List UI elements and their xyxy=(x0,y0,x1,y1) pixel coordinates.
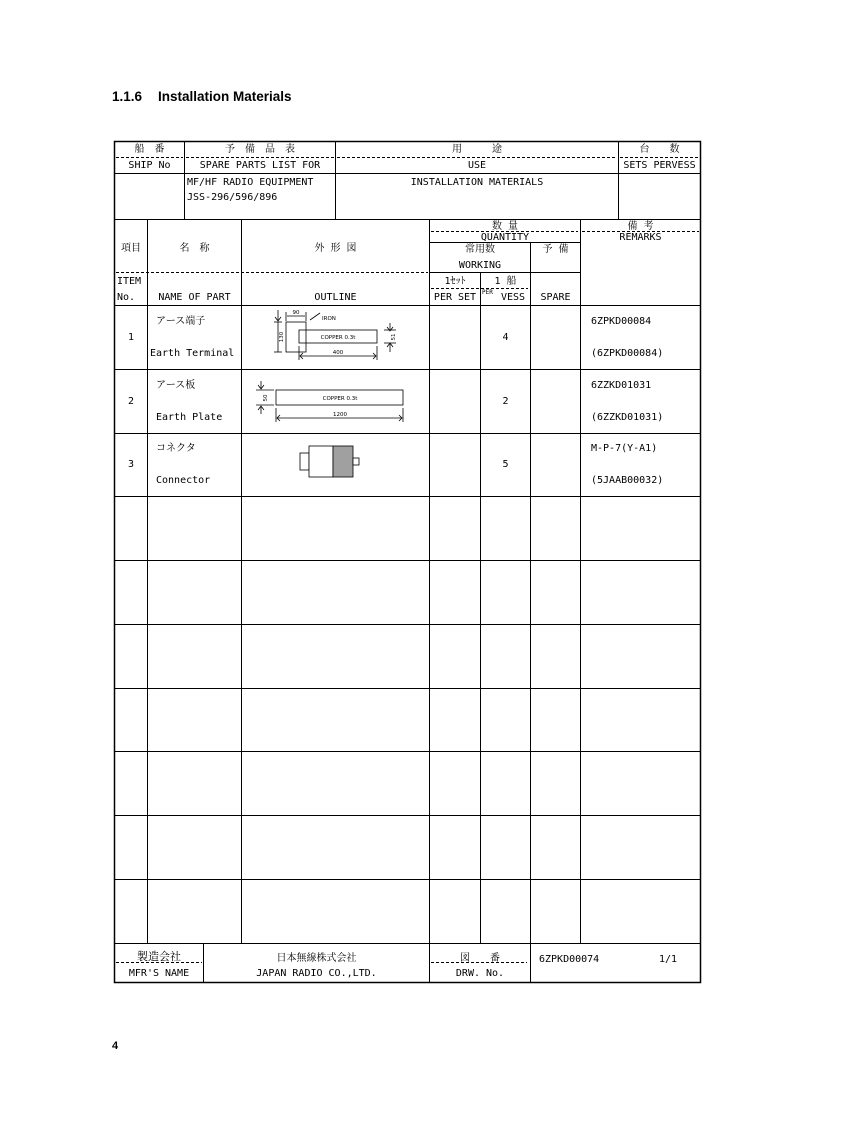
section-title: Installation Materials xyxy=(158,89,292,104)
drw-en: DRW. No. xyxy=(455,968,505,979)
drw-jp: 図 番 xyxy=(460,953,500,964)
col-per-vess-small: PER xyxy=(482,289,493,296)
col-name-jp: 名 称 xyxy=(179,243,210,254)
earth-plate-outline xyxy=(252,376,417,426)
drw-value: 6ZPKD00074 xyxy=(539,954,600,965)
col-per-vess-en: VESS xyxy=(501,292,526,303)
list-title-en: SPARE PARTS LIST FOR xyxy=(199,160,321,171)
col-outline-en: OUTLINE xyxy=(314,292,357,303)
item-1-dim-130: 130 xyxy=(279,331,285,343)
item-1-plate-label: COPPER 0.3t xyxy=(320,335,356,341)
col-spare-jp: 予 備 xyxy=(542,244,569,255)
item-2-name-jp: アース板 xyxy=(156,380,196,391)
col-outline-jp: 外 形 図 xyxy=(314,243,357,254)
item-2-no: 2 xyxy=(127,396,135,407)
item-2-plate-label: COPPER 0.3t xyxy=(322,396,358,402)
item-3-no: 3 xyxy=(127,459,135,470)
use-value: INSTALLATION MATERIALS xyxy=(410,177,544,188)
item-1-remark2: (6ZPKD00084) xyxy=(591,348,664,359)
item-2-dim-1200: 1200 xyxy=(333,412,347,418)
item-2-remark2: (6ZZKD01031) xyxy=(591,412,664,423)
col-spare-en: SPARE xyxy=(540,292,571,303)
sets-en: SETS PERVESS xyxy=(623,160,696,171)
item-3-remark1: M-P-7(Y-A1) xyxy=(591,443,658,454)
item-3-name-jp: コネクタ xyxy=(156,443,196,454)
col-working-jp: 常用数 xyxy=(465,244,495,255)
item-2-remark1: 6ZZKD01031 xyxy=(591,380,652,391)
item-1-material-label: IRON xyxy=(322,316,336,322)
sheet-number: 1/1 xyxy=(659,954,678,965)
col-remarks-en: REMARKS xyxy=(619,232,662,243)
equipment-line2: JSS-296/596/896 xyxy=(187,192,278,203)
item-1-dim-51: 51 xyxy=(391,333,397,341)
item-1-dim-90: 90 xyxy=(292,310,300,316)
col-name-en: NAME OF PART xyxy=(158,292,231,303)
page-number: 4 xyxy=(112,1040,119,1052)
col-per-set-en: PER SET xyxy=(433,292,477,303)
col-quantity-jp: 数 量 xyxy=(491,221,519,232)
col-per-set-jp: 1ｾｯﾄ xyxy=(444,276,466,287)
item-2-per-vess: 2 xyxy=(502,396,509,407)
col-quantity-en: QUANTITY xyxy=(480,232,530,243)
item-1-per-vess: 4 xyxy=(502,332,509,343)
sets-jp: 台 数 xyxy=(639,144,680,155)
item-1-dim-400: 400 xyxy=(332,350,344,356)
list-title-jp: 予 備 品 表 xyxy=(225,144,295,155)
item-2-name-en: Earth Plate xyxy=(156,412,223,423)
earth-terminal-outline xyxy=(265,306,415,368)
item-3-name-en: Connector xyxy=(156,475,211,486)
item-2-dim-50: 50 xyxy=(263,394,269,402)
section-number: 1.1.6 xyxy=(112,89,143,104)
item-1-name-jp: アース端子 xyxy=(156,316,206,327)
use-en: USE xyxy=(467,160,487,171)
ship-no-en: SHIP No xyxy=(128,160,171,171)
company-jp: 日本無線株式会社 xyxy=(276,953,357,964)
col-item-jp: 項目 xyxy=(121,243,141,254)
item-1-no: 1 xyxy=(127,332,135,343)
col-item-en-2: No. xyxy=(117,292,136,303)
col-item-en-1: ITEM xyxy=(117,276,142,287)
ship-no-jp: 船 番 xyxy=(134,144,165,155)
equipment-line1: MF/HF RADIO EQUIPMENT xyxy=(187,177,314,188)
use-jp: 用 途 xyxy=(452,144,502,155)
col-working-en: WORKING xyxy=(458,260,502,271)
item-1-name-en: Earth Terminal xyxy=(150,348,235,359)
mfr-jp: 製造会社 xyxy=(137,950,181,963)
connector-outline xyxy=(295,440,370,485)
item-3-remark2: (5JAAB00032) xyxy=(591,475,664,486)
col-per-vess-jp: 1 船 xyxy=(494,276,517,287)
mfr-en: MFR'S NAME xyxy=(128,968,190,979)
item-1-remark1: 6ZPKD00084 xyxy=(591,316,652,327)
col-remarks-jp: 備 考 xyxy=(627,221,654,232)
company-en: JAPAN RADIO CO.,LTD. xyxy=(256,968,377,979)
item-3-per-vess: 5 xyxy=(502,459,509,470)
